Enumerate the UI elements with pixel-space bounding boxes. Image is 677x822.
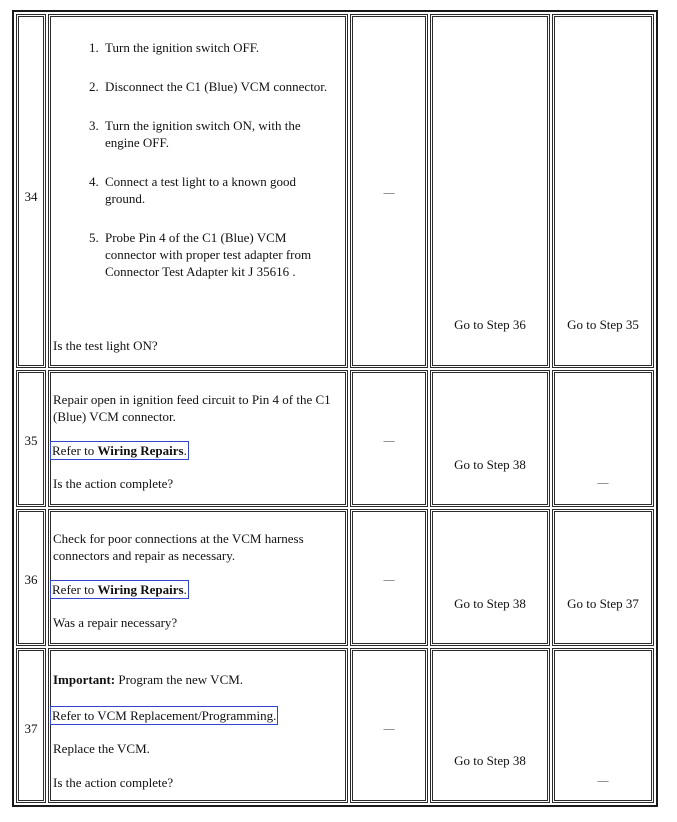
no-action: Go to Step 35 — [567, 317, 639, 332]
action-cell — [48, 648, 348, 803]
refer-line — [53, 580, 339, 599]
procedure-item — [89, 78, 335, 95]
step-cell — [16, 370, 46, 507]
action-text: Repair open in ignition feed circuit to Pin 4 of the C1 (Blue) VCM connector. — [53, 392, 331, 424]
step-cell — [16, 648, 46, 803]
value-text: — — [383, 574, 395, 586]
action-cell — [48, 14, 348, 368]
item-text: Connect a test light to a known good ground. — [105, 174, 297, 206]
value-text: — — [383, 187, 395, 199]
step-cell — [16, 509, 46, 646]
question-text: Is the action complete? — [53, 476, 174, 491]
important-note — [53, 671, 339, 688]
no-action: — — [597, 775, 609, 787]
item-number: 5. — [89, 230, 99, 245]
no-action: — — [597, 477, 609, 489]
table-row-step-36 — [16, 509, 654, 646]
refer-line — [53, 706, 339, 725]
table-row-step-35 — [16, 370, 654, 507]
refer-suffix: . — [183, 582, 187, 597]
value-cell — [350, 648, 428, 803]
item-number: 4. — [89, 174, 99, 189]
procedure-item — [89, 229, 335, 280]
table-row-step-34 — [16, 14, 654, 368]
value-cell — [350, 509, 428, 646]
value-text: — — [383, 435, 395, 447]
refer-suffix: . — [183, 443, 187, 458]
item-number: 1. — [89, 40, 99, 55]
step-number: 34 — [24, 189, 38, 204]
procedure-item — [89, 173, 335, 207]
item-number: 2. — [89, 79, 99, 94]
refer-link-text: Wiring Repairs — [97, 443, 184, 458]
step-number: 37 — [24, 721, 38, 736]
no-cell — [552, 370, 654, 507]
no-cell — [552, 648, 654, 803]
question-text: Was a repair necessary? — [53, 615, 178, 630]
wiring-repairs-link[interactable] — [50, 441, 189, 460]
wiring-repairs-link[interactable] — [50, 580, 189, 599]
no-action: Go to Step 37 — [567, 596, 639, 611]
procedure-list — [89, 39, 335, 280]
yes-cell — [430, 648, 550, 803]
no-cell — [552, 14, 654, 368]
important-label: Important: — [53, 672, 116, 687]
yes-action: Go to Step 38 — [454, 457, 526, 472]
yes-action: Go to Step 36 — [454, 317, 526, 332]
refer-link-text: Wiring Repairs — [97, 582, 184, 597]
item-text: Probe Pin 4 of the C1 (Blue) VCM connector with proper test adapter from Connector Test Adapter kit J 35616 . — [105, 230, 312, 279]
step-number: 36 — [24, 572, 38, 587]
yes-cell — [430, 509, 550, 646]
value-cell — [350, 370, 428, 507]
item-text: Turn the ignition switch ON, with the engine OFF. — [105, 118, 301, 150]
item-text: Turn the ignition switch OFF. — [105, 40, 260, 55]
question-text: Is the action complete? — [53, 775, 174, 790]
table-row-step-37 — [16, 648, 654, 803]
action-text: Check for poor connections at the VCM harness connectors and repair as necessary. — [53, 531, 304, 563]
yes-cell — [430, 370, 550, 507]
value-text: — — [383, 723, 395, 735]
yes-action: Go to Step 38 — [454, 753, 526, 768]
yes-cell — [430, 14, 550, 368]
yes-action: Go to Step 38 — [454, 596, 526, 611]
step-cell — [16, 14, 46, 368]
no-cell — [552, 509, 654, 646]
action-text: Replace the VCM. — [53, 741, 150, 756]
value-cell — [350, 14, 428, 368]
step-number: 35 — [24, 433, 38, 448]
vcm-replacement-link[interactable]: Refer to VCM Replacement/Programming. — [52, 708, 277, 723]
important-text: Program the new VCM. — [115, 672, 244, 687]
refer-prefix: Refer to — [52, 582, 98, 597]
action-cell — [48, 370, 348, 507]
item-number: 3. — [89, 118, 99, 133]
refer-line — [53, 441, 339, 460]
diagnostic-table — [12, 10, 658, 807]
item-text: Disconnect the C1 (Blue) VCM connector. — [105, 79, 328, 94]
procedure-item — [89, 117, 335, 151]
question-text: Is the test light ON? — [53, 338, 158, 353]
refer-prefix: Refer to — [52, 443, 98, 458]
action-cell — [48, 509, 348, 646]
procedure-item — [89, 39, 335, 56]
